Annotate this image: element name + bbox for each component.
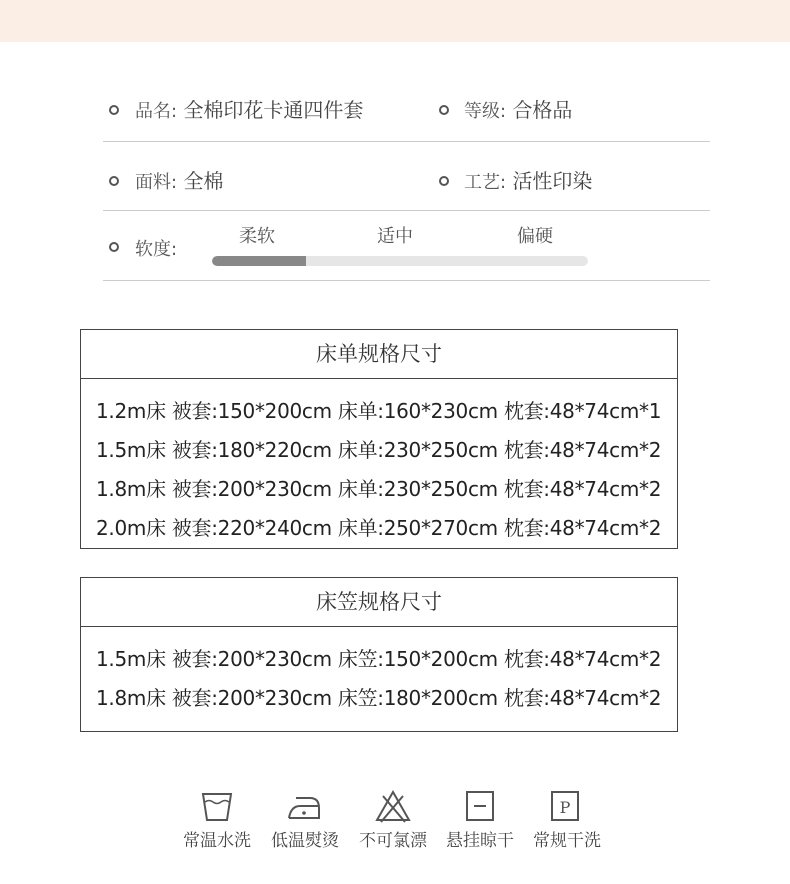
- softness-scale-medium: 适中: [377, 226, 413, 247]
- dry-clean-glyph: P: [559, 798, 571, 817]
- craft-label: 工艺:: [464, 172, 507, 193]
- table-row: 1.2m床 被套:150*200cm 床单:160*230cm 枕套:48*74cm*1: [96, 399, 662, 423]
- care-label-no-bleach: 不可氯漂: [359, 831, 427, 851]
- fitted-table-title: 床笠规格尺寸: [81, 578, 677, 627]
- care-label-iron: 低温熨烫: [271, 831, 339, 851]
- divider: [103, 280, 710, 281]
- product-name-field: [135, 96, 363, 126]
- product-name-label: 品名:: [135, 101, 178, 122]
- bullet-icon: [439, 176, 449, 186]
- softness-level-bar: [212, 256, 588, 266]
- table-row: 2.0m床 被套:220*240cm 床单:250*270cm 枕套:48*74cm*2: [96, 516, 662, 540]
- product-name-value: 全棉印花卡通四件套: [183, 98, 364, 122]
- material-value: 全棉: [183, 169, 224, 193]
- softness-scale-soft: 柔软: [239, 226, 275, 247]
- divider: [103, 141, 710, 142]
- bullet-icon: [109, 242, 119, 252]
- grade-field: [464, 96, 572, 126]
- table-row: 1.5m床 被套:180*220cm 床单:230*250cm 枕套:48*74cm*2: [96, 438, 662, 462]
- bullet-icon: [439, 105, 449, 115]
- iron-icon: [286, 788, 322, 824]
- table-row: 1.8m床 被套:200*230cm 床笠:180*200cm 枕套:48*74cm*2: [96, 686, 662, 710]
- wash-basin-icon: [199, 788, 235, 824]
- craft-value: 活性印染: [512, 169, 593, 193]
- material-field: [135, 167, 223, 197]
- table-row: 1.5m床 被套:200*230cm 床笠:150*200cm 枕套:48*74cm*2: [96, 647, 662, 671]
- care-label-wash: 常温水洗: [183, 831, 251, 851]
- grade-label: 等级:: [464, 101, 507, 122]
- dry-clean-icon: [547, 788, 583, 824]
- top-decorative-band: [0, 0, 790, 42]
- sheet-size-table: [80, 329, 678, 549]
- no-bleach-icon: [375, 788, 411, 824]
- fitted-sheet-size-table: [80, 577, 678, 732]
- table-row: 1.8m床 被套:200*230cm 床单:230*250cm 枕套:48*74cm*2: [96, 477, 662, 501]
- hang-dry-icon: [462, 788, 498, 824]
- softness-level-fill: [212, 256, 306, 266]
- care-label-dry-clean: 常规干洗: [533, 831, 601, 851]
- care-label-hang-dry: 悬挂晾干: [446, 831, 514, 851]
- softness-scale-hard: 偏硬: [517, 226, 553, 247]
- grade-value: 合格品: [512, 98, 573, 122]
- bullet-icon: [109, 176, 119, 186]
- bullet-icon: [109, 105, 119, 115]
- material-label: 面料:: [135, 172, 178, 193]
- softness-label: 软度:: [135, 239, 178, 260]
- sheet-table-title: 床单规格尺寸: [81, 330, 677, 379]
- divider: [103, 210, 710, 211]
- craft-field: [464, 167, 592, 197]
